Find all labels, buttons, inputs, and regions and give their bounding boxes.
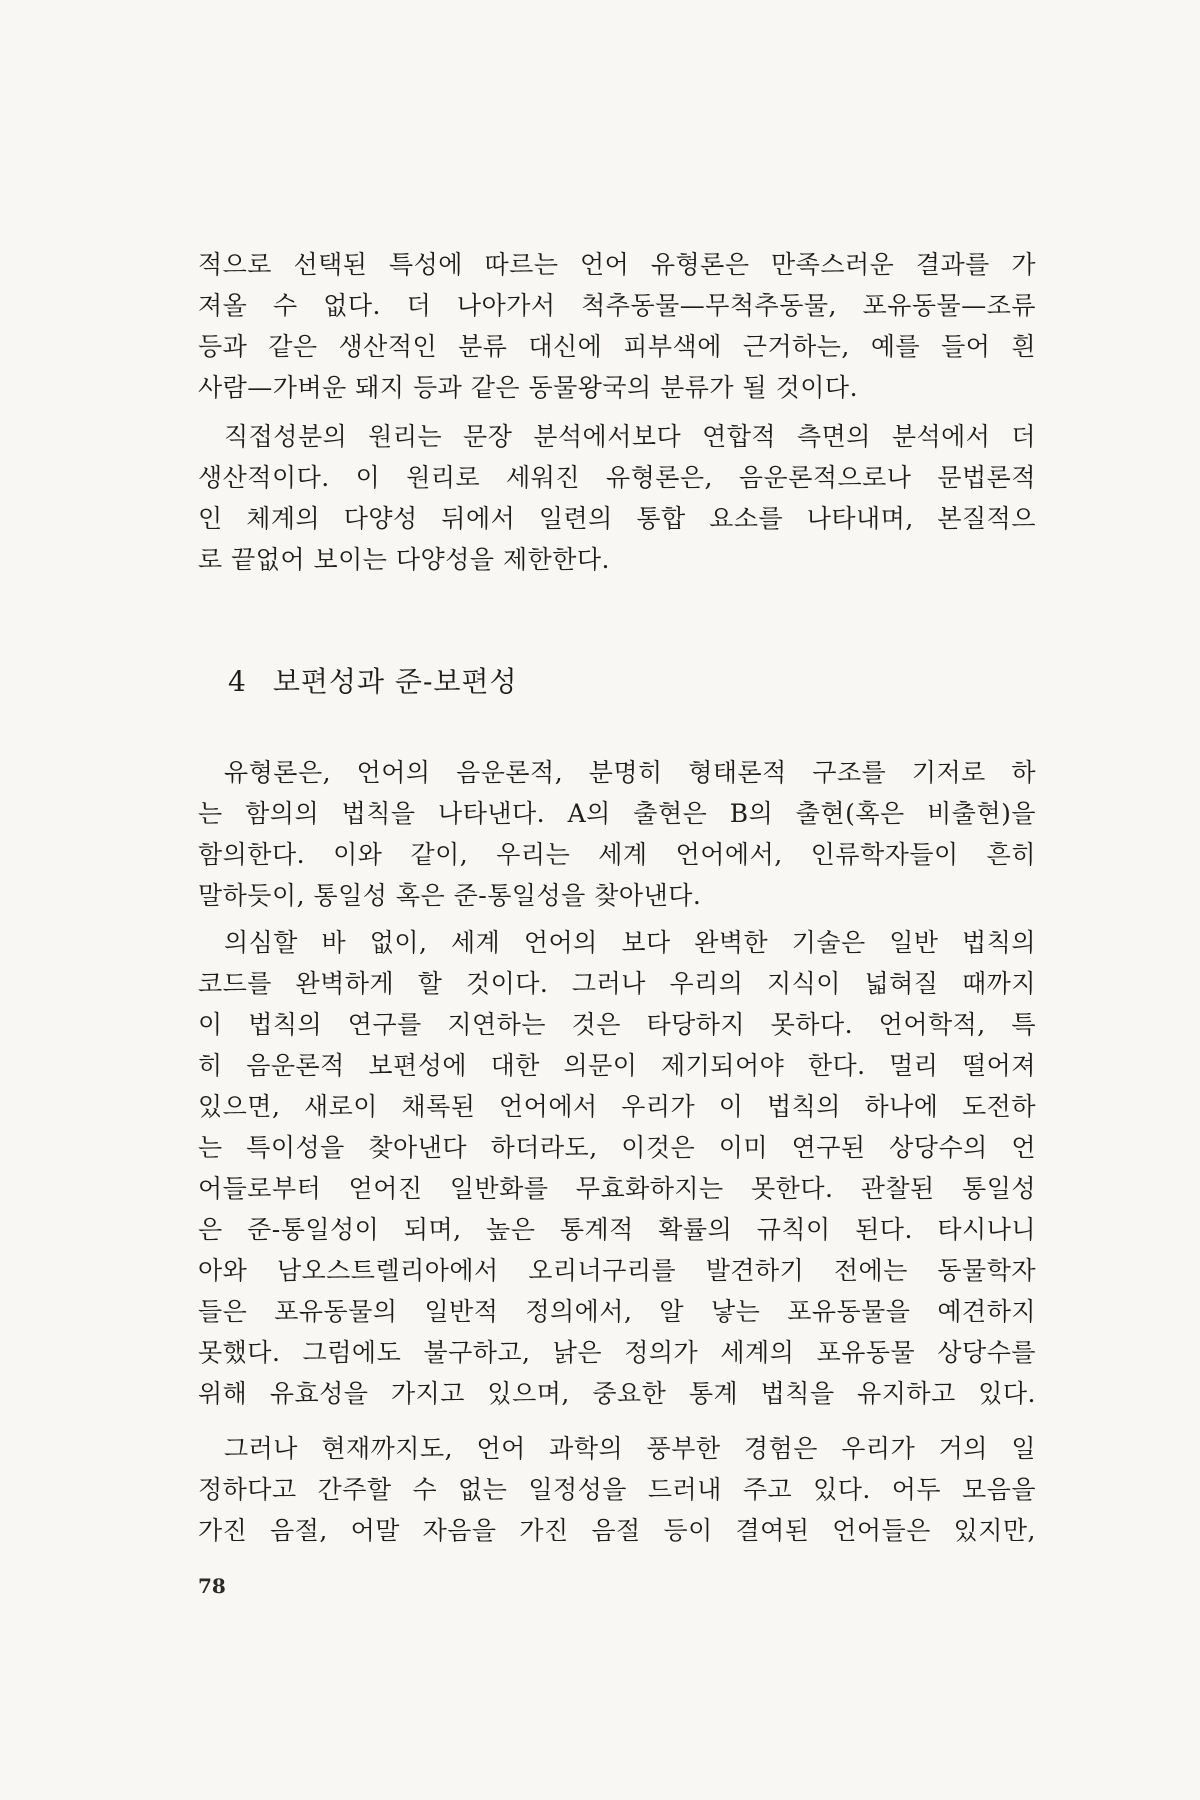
paragraph: [198, 1428, 1036, 1551]
text-line: 있으면, 새로이 채록된 언어에서 우리가 이 법칙의 하나에 도전하: [198, 1092, 1036, 1121]
text-line: 적으로 선택된 특성에 따르는 언어 유형론은 만족스러운 결과를 가: [198, 250, 1036, 279]
text-line: 들은 포유동물의 일반적 정의에서, 알 낳는 포유동물을 예견하지: [198, 1297, 1036, 1326]
paragraph: [198, 752, 1036, 916]
paragraph: [198, 922, 1036, 1414]
text-line: 등과 같은 생산적인 분류 대신에 피부색에 근거하는, 예를 들어 흰: [198, 332, 1036, 361]
text-line: 가진 음절, 어말 자음을 가진 음절 등이 결여된 언어들은 있지만,: [198, 1516, 1036, 1545]
section-title: 보편성과 준-보편성: [272, 665, 518, 698]
text-line: 로 끝없어 보이는 다양성을 제한한다.: [198, 545, 610, 574]
text-line: 그러나 현재까지도, 언어 과학의 풍부한 경험은 우리가 거의 일: [224, 1434, 1036, 1463]
section-number: 4: [228, 665, 247, 698]
text-line: 의심할 바 없이, 세계 언어의 보다 완벽한 기술은 일반 법칙의: [224, 928, 1036, 957]
text-line: 져올 수 없다. 더 나아가서 척추동물—무척추동물, 포유동물—조류: [198, 291, 1036, 320]
text-line: 인 체계의 다양성 뒤에서 일련의 통합 요소를 나타내며, 본질적으: [198, 504, 1036, 533]
text-line: 이 법칙의 연구를 지연하는 것은 타당하지 못하다. 언어학적, 특: [198, 1010, 1036, 1039]
text-line: 위해 유효성을 가지고 있으며, 중요한 통계 법칙을 유지하고 있다.: [198, 1379, 1036, 1408]
text-line: 어들로부터 얻어진 일반화를 무효화하지는 못한다. 관찰된 통일성: [198, 1174, 1036, 1203]
text-line: 함의한다. 이와 같이, 우리는 세계 언어에서, 인류학자들이 흔히: [198, 840, 1036, 869]
section-heading: [228, 662, 518, 702]
paragraph: [198, 416, 1036, 580]
text-line: 아와 남오스트렐리아에서 오리너구리를 발견하기 전에는 동물학자: [198, 1256, 1036, 1285]
text-line: 직접성분의 원리는 문장 분석에서보다 연합적 측면의 분석에서 더: [224, 422, 1036, 451]
page-number: 78: [198, 1574, 226, 1598]
text-line: 생산적이다. 이 원리로 세워진 유형론은, 음운론적으로나 문법론적: [198, 463, 1036, 492]
paragraph: [198, 244, 1036, 408]
text-line: 못했다. 그럼에도 불구하고, 낡은 정의가 세계의 포유동물 상당수를: [198, 1338, 1036, 1367]
text-line: 히 음운론적 보편성에 대한 의문이 제기되어야 한다. 멀리 떨어져: [198, 1051, 1036, 1080]
text-line: 는 특이성을 찾아낸다 하더라도, 이것은 이미 연구된 상당수의 언: [198, 1133, 1036, 1162]
text-line: 정하다고 간주할 수 없는 일정성을 드러내 주고 있다. 어두 모음을: [198, 1475, 1036, 1504]
text-line: 은 준-통일성이 되며, 높은 통계적 확률의 규칙이 된다. 타시나니: [198, 1215, 1036, 1244]
text-line: 코드를 완벽하게 할 것이다. 그러나 우리의 지식이 넓혀질 때까지: [198, 969, 1036, 998]
text-line: 유형론은, 언어의 음운론적, 분명히 형태론적 구조를 기저로 하: [224, 758, 1036, 787]
text-line: 사람—가벼운 돼지 등과 같은 동물왕국의 분류가 될 것이다.: [198, 373, 859, 402]
text-line: 말하듯이, 통일성 혹은 준-통일성을 찾아낸다.: [198, 881, 702, 910]
text-line: 는 함의의 법칙을 나타낸다. A의 출현은 B의 출현(혹은 비출현)을: [198, 799, 1036, 828]
